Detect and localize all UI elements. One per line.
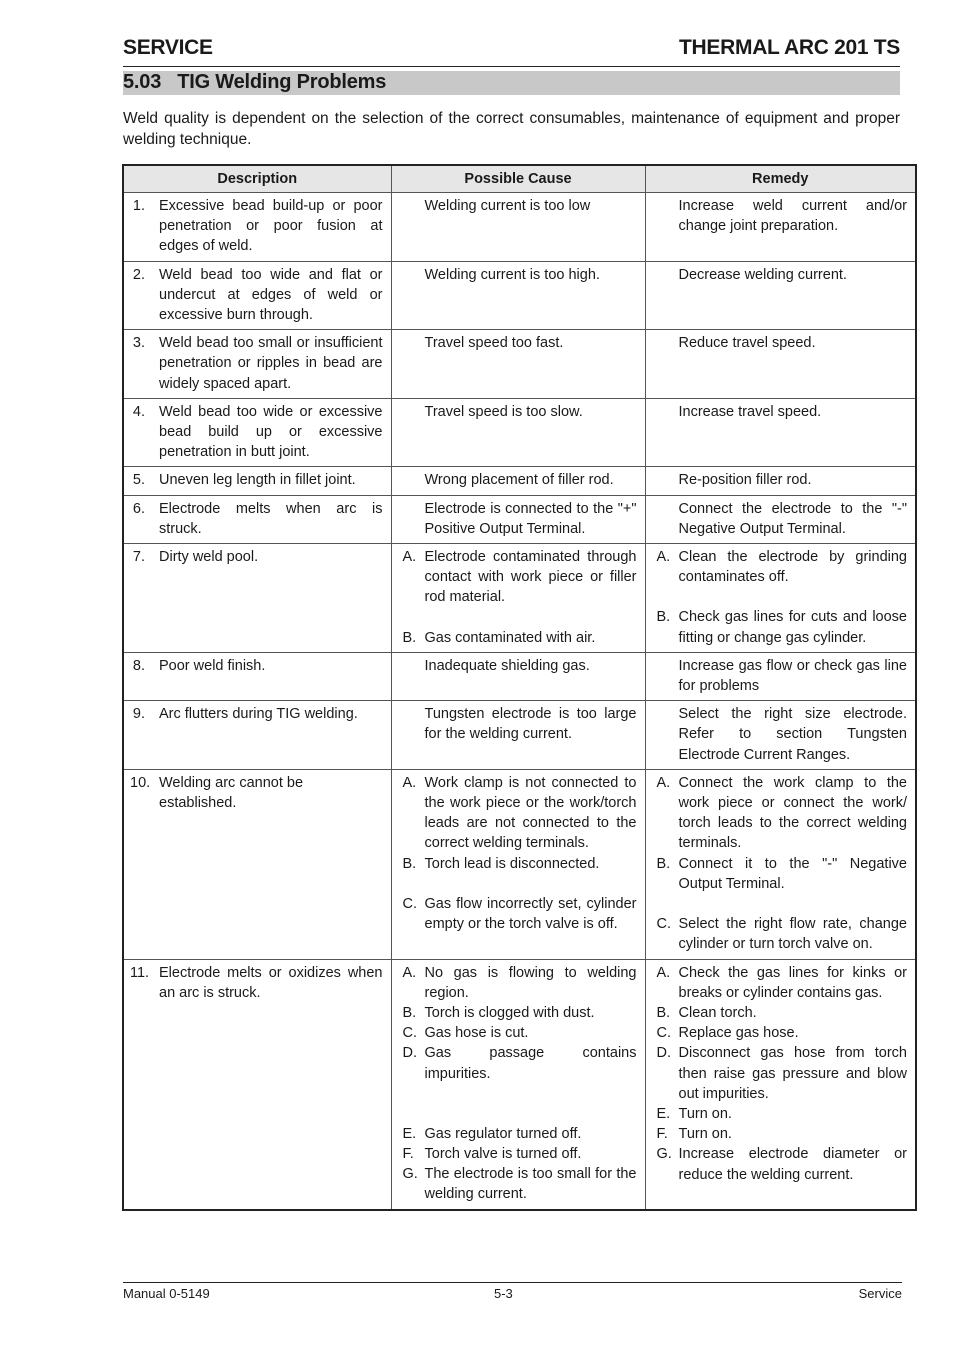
description-cell [123, 467, 391, 495]
remedy-item [652, 1003, 908, 1023]
item-label [398, 499, 425, 539]
troubleshooting-table [122, 164, 917, 1211]
item-label: D. [402, 1045, 417, 1062]
cause-cell [391, 261, 645, 330]
remedy-item [652, 1043, 908, 1104]
item-label: G. [402, 1166, 418, 1183]
remedy-cell [645, 652, 916, 700]
remedy-item [652, 607, 908, 647]
description-cell [123, 261, 391, 330]
item-text: Gas passage contains impurities. [424, 1045, 637, 1082]
item-text: No gas is flowing to welding region. [424, 964, 637, 1001]
item-label: C. [656, 1025, 671, 1042]
item-text: Connect the electrode to the "-" Negative Output Terminal. [678, 500, 907, 537]
column-header-cause: Possible Cause [391, 165, 645, 193]
item-text: Welding current is too low [424, 198, 591, 214]
item-text: Connect it to the "-" Negative Output Terminal. [678, 855, 907, 892]
cause-cell [391, 701, 645, 770]
item-label: C. [402, 1025, 417, 1042]
item-text: Electrode contaminated through contact with work piece or filler rod material. [424, 549, 637, 606]
remedy-cell [645, 261, 916, 330]
problem-description: Electrode melts when arc is struck. [159, 500, 383, 537]
item-text: Increase travel speed. [678, 403, 822, 420]
column-header-remedy: Remedy [645, 165, 916, 193]
item-text: Torch lead is disconnected. [424, 855, 600, 872]
item-text: Increase weld current and/or change joint preparation. [678, 198, 907, 235]
remedy-item [652, 1104, 908, 1124]
row-number: 9. [132, 706, 145, 723]
item-text: Increase electrode diameter or reduce the welding current. [678, 1146, 907, 1183]
remedy-cell [645, 330, 916, 399]
row-number: 11. [130, 964, 150, 981]
item-text: Electrode is connected to the "+" Positive Output Terminal. [424, 500, 637, 537]
item-label: A. [402, 964, 417, 981]
remedy-cell [645, 769, 916, 959]
cause-item [398, 854, 637, 874]
header-section-label: SERVICE [123, 36, 213, 59]
cause-item [398, 963, 637, 1003]
table-row [123, 652, 916, 700]
cause-item [398, 773, 637, 854]
table-row [123, 193, 916, 262]
item-label: A. [656, 549, 671, 566]
remedy-item [652, 656, 908, 696]
item-text: Torch valve is turned off. [424, 1145, 582, 1162]
item-text: Select the right flow rate, change cylinder or turn torch valve on. [678, 916, 907, 953]
item-label: B. [402, 1004, 417, 1021]
cause-cell [391, 398, 645, 467]
cause-item [398, 196, 637, 216]
item-label [398, 470, 425, 490]
item-label: B. [402, 855, 417, 872]
cause-cell [391, 495, 645, 543]
item-text: Check gas lines for cuts and loose fitting or change gas cylinder. [678, 609, 907, 646]
table-row [123, 959, 916, 1210]
row-number: 4. [132, 403, 145, 420]
item-label [652, 265, 679, 285]
page-footer [123, 1282, 902, 1303]
cause-item [398, 333, 637, 353]
footer-section-name: Service [858, 1286, 902, 1301]
item-text: Re-position filler rod. [678, 472, 812, 489]
item-text: Gas regulator turned off. [424, 1125, 582, 1142]
table-row [123, 467, 916, 495]
item-label [652, 196, 679, 236]
item-text: Clean torch. [678, 1004, 757, 1021]
item-label [652, 499, 679, 539]
item-label [398, 196, 425, 216]
column-header-description: Description [123, 165, 391, 193]
table-row [123, 330, 916, 399]
row-number: 6. [132, 500, 145, 517]
remedy-item [652, 1023, 908, 1043]
item-label [652, 656, 679, 696]
cause-item [398, 402, 637, 422]
table-row [123, 544, 916, 653]
remedy-cell [645, 544, 916, 653]
cause-item [398, 1043, 637, 1083]
section-title-bar [123, 71, 900, 95]
description-cell [123, 398, 391, 467]
problem-description: Excessive bead build-up or poor penetration or poor fusion at edges of weld. [159, 198, 383, 255]
item-label: E. [656, 1105, 671, 1122]
item-label: A. [656, 774, 671, 791]
item-label: B. [656, 1004, 671, 1021]
description-cell [123, 544, 391, 653]
remedy-item [652, 402, 908, 422]
remedy-item [652, 470, 908, 490]
problem-description: Weld bead too small or insufficient penetration or ripples in bead are widely spaced apart. [159, 335, 383, 392]
item-text: Travel speed is too slow. [424, 403, 583, 420]
table-header-row [123, 165, 916, 193]
problem-description: Arc flutters during TIG welding. [159, 706, 358, 723]
description-cell [123, 959, 391, 1210]
problem-description: Dirty weld pool. [159, 549, 259, 566]
item-text: Turn on. [678, 1105, 732, 1122]
item-text: Torch is clogged with dust. [424, 1004, 595, 1021]
cause-item [398, 1023, 637, 1043]
footer-page-number: 5-3 [494, 1286, 513, 1301]
item-label [398, 333, 425, 353]
item-label: B. [656, 609, 671, 626]
item-text: Wrong placement of filler rod. [424, 472, 614, 489]
footer-manual-number: Manual 0-5149 [123, 1286, 210, 1301]
cause-item [398, 1003, 637, 1023]
cause-cell [391, 959, 645, 1210]
remedy-cell [645, 398, 916, 467]
table-row [123, 769, 916, 959]
item-label [398, 265, 425, 285]
remedy-cell [645, 193, 916, 262]
cause-item [398, 499, 637, 539]
description-cell [123, 701, 391, 770]
item-label: A. [656, 964, 671, 981]
item-label: G. [656, 1146, 672, 1163]
description-cell [123, 193, 391, 262]
cause-item [398, 1124, 637, 1144]
cause-item [398, 894, 637, 934]
item-text: Select the right size electrode. Refer to section Tungsten Electrode Current Ranges. [678, 706, 907, 763]
item-label [652, 704, 679, 765]
page-header [123, 34, 900, 67]
remedy-item [652, 1124, 908, 1144]
remedy-item [652, 773, 908, 854]
remedy-item [652, 914, 908, 954]
cause-cell [391, 544, 645, 653]
remedy-item [652, 499, 908, 539]
remedy-item [652, 854, 908, 894]
remedy-item [652, 265, 908, 285]
problem-description: Weld bead too wide or excessive bead build up or excessive penetration in butt joint. [159, 403, 383, 461]
item-text: Replace gas hose. [678, 1025, 799, 1042]
problem-description: Welding arc cannot be established. [159, 774, 304, 812]
section-title: 5.03 TIG Welding Problems [123, 71, 387, 93]
cause-cell [391, 652, 645, 700]
item-text: Increase gas flow or check gas line for problems [678, 657, 907, 695]
description-cell [123, 495, 391, 543]
item-label [652, 402, 679, 422]
remedy-cell [645, 495, 916, 543]
remedy-item [652, 196, 908, 236]
cause-item [398, 1144, 637, 1164]
item-text: Gas hose is cut. [424, 1025, 529, 1042]
table-row [123, 495, 916, 543]
cause-item [398, 704, 637, 744]
cause-item [398, 628, 637, 648]
item-label: C. [402, 895, 417, 912]
row-number: 1. [132, 198, 145, 214]
item-text: Gas flow incorrectly set, cylinder empty or the torch valve is off. [424, 895, 637, 933]
item-text: Turn on. [678, 1126, 732, 1143]
remedy-item [652, 1144, 908, 1184]
item-label: B. [656, 855, 671, 872]
remedy-cell [645, 959, 916, 1210]
cause-cell [391, 769, 645, 959]
cause-cell [391, 193, 645, 262]
row-number: 5. [132, 472, 145, 489]
item-text: Reduce travel speed. [678, 335, 816, 352]
item-label: E. [402, 1125, 417, 1142]
cause-item [398, 265, 637, 285]
item-label: F. [656, 1126, 668, 1143]
cause-item [398, 470, 637, 490]
row-number: 10. [130, 774, 151, 791]
item-text: Travel speed too fast. [424, 335, 564, 352]
item-label [398, 402, 425, 422]
item-label: A. [402, 774, 417, 791]
problem-description: Weld bead too wide and flat or undercut at edges of weld or excessive burn through. [159, 266, 383, 324]
item-text: Clean the electrode by grinding contaminates off. [678, 549, 907, 586]
remedy-item [652, 333, 908, 353]
remedy-cell [645, 701, 916, 770]
item-text: Gas contaminated with air. [424, 629, 596, 646]
row-number: 2. [132, 266, 145, 283]
item-text: Check the gas lines for kinks or breaks or cylinder contains gas. [678, 964, 907, 1001]
description-cell [123, 769, 391, 959]
remedy-item [652, 704, 908, 765]
item-label: B. [402, 629, 417, 646]
description-cell [123, 652, 391, 700]
row-number: 3. [132, 335, 145, 352]
item-label: F. [402, 1145, 414, 1162]
item-text: Work clamp is not connected to the work piece or the work/torch leads are not connected to the correct welding terminals. [424, 774, 637, 852]
header-product-title: THERMAL ARC 201 TS [679, 36, 900, 59]
item-text: Welding current is too high. [424, 266, 600, 283]
item-label [398, 656, 425, 676]
intro-paragraph: Weld quality is dependent on the selection of the correct consumables, maintenance of equipment and proper welding technique. [123, 110, 900, 148]
item-text: Disconnect gas hose from torch then raise gas pressure and blow out impurities. [678, 1045, 907, 1102]
item-text: Decrease welding current. [678, 266, 847, 283]
table-body [123, 193, 916, 1210]
table-row [123, 398, 916, 467]
remedy-cell [645, 467, 916, 495]
problem-description: Uneven leg length in fillet joint. [159, 472, 356, 489]
cause-item [398, 1164, 637, 1204]
row-number: 7. [132, 549, 145, 566]
item-text: Inadequate shielding gas. [424, 657, 590, 674]
item-label [398, 704, 425, 744]
cause-cell [391, 467, 645, 495]
remedy-item [652, 963, 908, 1003]
cause-item [398, 656, 637, 676]
item-label: D. [656, 1045, 671, 1062]
problem-description: Poor weld finish. [159, 657, 266, 674]
table-row [123, 701, 916, 770]
item-label [652, 470, 679, 490]
table-row [123, 261, 916, 330]
item-text: Connect the work clamp to the work piece or connect the work/ torch leads to the correct welding terminals. [678, 774, 907, 852]
description-cell [123, 330, 391, 399]
item-text: Tungsten electrode is too large for the welding current. [424, 706, 637, 743]
item-label: C. [656, 916, 671, 933]
problem-description: Electrode melts or oxidizes when an arc is struck. [159, 964, 383, 1001]
item-text: The electrode is too small for the welding current. [424, 1166, 637, 1203]
cause-cell [391, 330, 645, 399]
item-label [652, 333, 679, 353]
cause-item [398, 547, 637, 608]
row-number: 8. [132, 657, 145, 674]
remedy-item [652, 547, 908, 587]
item-label: A. [402, 549, 417, 566]
